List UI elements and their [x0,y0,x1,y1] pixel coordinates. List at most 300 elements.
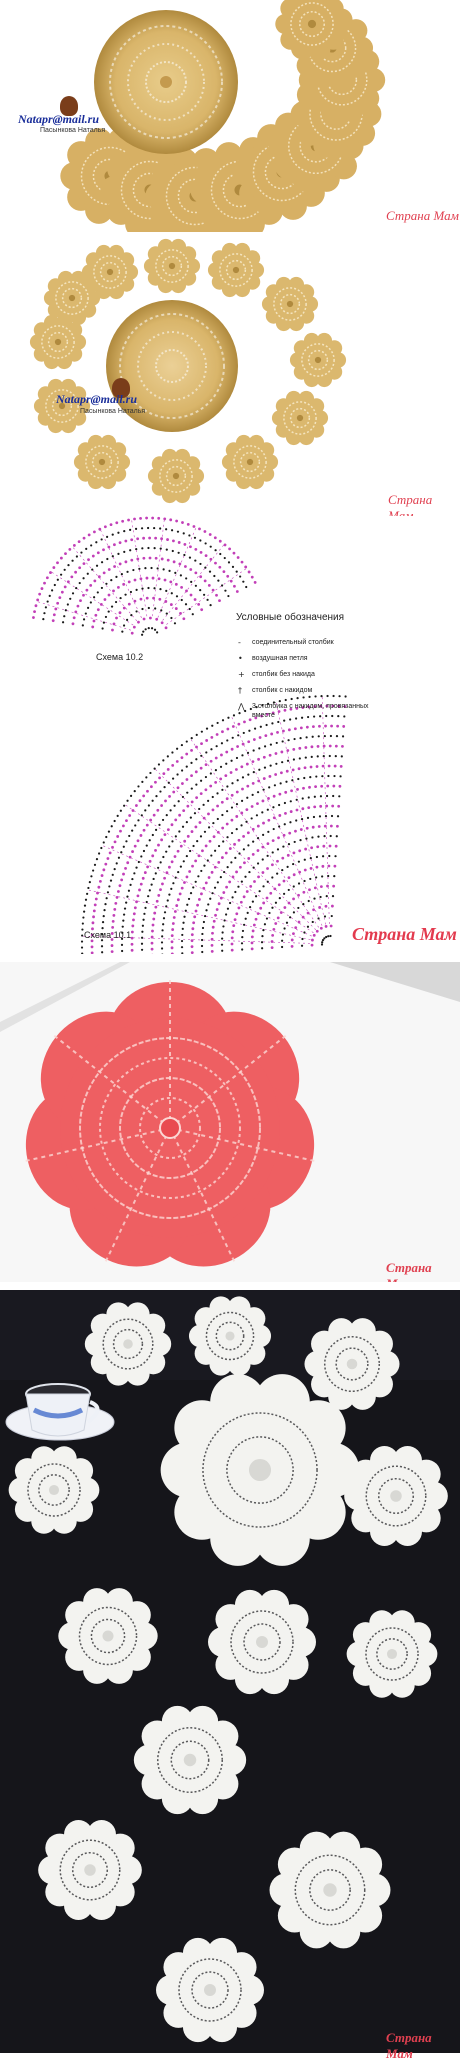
scheme-stitch [314,796,316,798]
scheme-stitch [178,541,181,544]
scheme-stitch [85,899,87,901]
scheme-stitch [201,849,204,852]
scheme-stitch [236,571,238,573]
scheme-stitch [235,871,238,874]
scheme-stitch [119,541,122,544]
scheme-stitch [54,584,56,586]
scheme-stitch [185,577,187,579]
scheme-stitch [272,806,274,808]
scheme-stitch [67,603,69,605]
scheme-stitch [243,721,246,724]
scheme-stitch [221,937,223,939]
scheme-stitch [120,878,123,881]
scheme-stitch [89,881,91,883]
scheme-stitch [173,916,176,919]
scheme-stitch [36,598,39,601]
scheme-stitch [270,733,273,736]
scheme-stitch [148,627,150,629]
scheme-stitch [178,563,181,566]
scheme-stitch [147,527,149,529]
scheme-stitch [101,874,104,877]
scheme-stitch [159,527,161,529]
scheme-stitch [302,903,304,905]
scheme-stitch [247,831,250,834]
scheme-stitch [142,631,144,633]
scheme-stitch [183,860,185,862]
brand-email: Natapr@mail.ru [18,112,99,126]
scheme-stitch [284,802,286,804]
small-gold-doily [144,239,200,293]
scheme-stitch [226,728,229,731]
scheme-stitch [301,945,303,947]
scheme-stitch [115,521,118,524]
scheme-stitch [122,926,124,928]
white-doily [208,1590,316,1694]
scheme-stitch [329,755,331,757]
scheme-ray [37,602,131,631]
scheme-stitch [339,785,342,788]
scheme-stitch [298,861,300,863]
scheme-stitch [171,592,173,594]
scheme-stitch [110,523,113,526]
scheme-stitch [105,583,107,585]
scheme-stitch [163,568,165,570]
scheme-stitch [254,728,256,730]
scheme-stitch [329,745,332,748]
scheme-stitch [142,919,144,921]
scheme-stitch [291,779,293,781]
scheme-stitch [181,521,184,524]
scheme-stitch [323,835,325,837]
scheme-stitch [162,819,164,821]
scheme-stitch [130,591,132,593]
scheme-stitch [176,748,178,750]
scheme-stitch [133,518,136,521]
scheme-stitch [108,568,111,571]
scheme-stitch [191,800,194,803]
scheme-stitch [168,894,170,896]
scheme-stitch [316,856,318,858]
scheme-stitch [286,770,289,773]
scheme-stitch [93,579,96,582]
scheme-stitch [281,869,283,871]
scheme-stitch [181,769,183,771]
scheme-stitch [166,814,168,816]
scheme-stitch [251,817,253,819]
scheme-stitch [215,757,218,760]
scheme-stitch [64,585,67,588]
scheme-stitch [341,745,344,748]
scheme-stitch [303,777,305,779]
scheme-stitch [108,610,110,612]
scheme-stitch [214,781,217,784]
brand-author: Пасынкова Наталья [40,127,106,134]
scheme-stitch [235,768,238,771]
scheme-stitch [112,555,114,557]
scheme-stitch [68,548,71,551]
scheme-stitch [123,607,126,610]
scheme-stitch [179,612,182,615]
scheme-stitch [236,757,238,759]
scheme-stitch [288,728,291,731]
scheme-stitch [200,767,203,770]
scheme-stitch [141,634,143,636]
scheme-stitch [214,887,216,889]
scheme-stitch [114,820,116,822]
watermark: Страна [388,492,433,507]
scheme-stitch [93,531,96,534]
scheme-stitch [231,930,234,933]
scheme-stitch [204,530,207,533]
scheme-stitch [211,932,214,935]
white-doilies-illustration [0,1290,460,2053]
scheme-stitch [293,873,296,876]
scheme-stitch [161,929,163,931]
scheme-stitch [149,839,151,841]
scheme-stitch [185,753,188,756]
scheme-stitch [82,916,84,918]
scheme-stitch [189,556,191,558]
scheme-stitch [281,946,283,948]
scheme-stitch [177,786,180,789]
scheme-stitch [157,867,159,869]
scheme-stitch [313,897,315,899]
scheme-stitch [189,545,192,548]
scheme-stitch [117,586,120,589]
scheme-stitch [146,597,149,600]
scheme-stitch [99,880,102,883]
scheme-stitch [155,618,158,621]
scheme-stitch [280,782,282,784]
scheme-stitch [286,749,289,752]
scheme-stitch [158,763,160,765]
scheme-stitch [146,824,149,827]
scheme-stitch [87,607,89,609]
scheme-stitch [201,731,203,733]
scheme-stitch [141,547,143,549]
scheme-stitch [208,876,211,879]
scheme-stitch [310,766,313,769]
scheme-stitch [287,854,290,857]
scheme-stitch [253,880,256,883]
scheme-stitch [172,539,175,542]
scheme-stitch [277,848,279,850]
scheme-stitch [336,835,338,837]
scheme-stitch [240,765,243,768]
scheme-stitch [308,796,310,798]
scheme-stitch [153,527,155,529]
scheme-stitch [311,756,313,758]
scheme-stitch [274,922,277,925]
scheme-stitch [331,905,334,908]
scheme-stitch [261,935,263,937]
scheme-stitch [171,840,173,842]
scheme-stitch [296,809,299,812]
scheme-stitch [246,785,249,788]
scheme-stitch [141,814,143,816]
scheme-stitch [312,921,314,923]
scheme-stitch [151,936,154,939]
scheme-stitch [154,849,157,852]
scheme-stitch [255,895,257,897]
scheme-stitch [218,599,221,602]
scheme-stitch [151,517,154,520]
scheme-stitch [186,778,189,781]
scheme-stitch [264,923,266,925]
scheme-stitch [154,906,157,909]
scheme-stitch [317,836,319,838]
scheme-stitch [283,880,286,883]
scheme-stitch [174,855,177,858]
scheme-stitch [214,914,217,917]
scheme-stitch [230,771,233,774]
scheme-stitch [187,835,190,838]
scheme-stitch [267,809,269,811]
scheme-stitch [149,819,152,822]
scheme-stitch [162,772,165,775]
scheme-stitch [211,892,213,894]
scheme-stitch [241,788,244,791]
scheme-stitch [123,846,125,848]
scheme-stitch [128,603,131,606]
scheme-stitch [33,610,36,613]
scheme-stitch [307,926,309,928]
scheme-stitch [266,897,269,900]
scheme-stitch [210,736,213,739]
scheme-stitch [209,604,211,606]
scheme-stitch [325,925,328,928]
scheme-stitch [320,885,323,888]
scheme-stitch [119,830,122,833]
scheme-stitch [216,908,219,911]
scheme-stitch [193,525,196,528]
scheme-stitch [90,544,92,546]
scheme-stitch [246,890,249,893]
scheme-stitch [112,590,115,593]
scheme-stitch [275,902,277,904]
scheme-stitch [299,737,301,739]
scheme-stitch [141,587,143,589]
scheme-stitch [207,903,209,905]
legend-symbol: • [238,654,243,663]
scheme-stitch [201,939,203,941]
scheme-stitch [238,839,241,842]
scheme-stitch [201,951,203,953]
doily-ring-illustration [0,240,460,516]
scheme-stitch [264,745,266,747]
scheme-stitch [251,935,254,938]
scheme-stitch [152,597,155,600]
scheme-stitch [276,860,279,863]
scheme-stitch [194,559,196,561]
scheme-stitch [191,787,193,789]
scheme-stitch [107,891,109,893]
scheme-stitch [221,730,224,733]
scheme-stitch [141,943,143,945]
scheme-stitch [159,790,161,792]
scheme-stitch [148,607,150,609]
scheme-stitch [341,755,343,757]
scheme-stitch [144,871,147,874]
scheme-stitch [210,854,212,856]
scheme-stitch [241,948,243,950]
scheme-stitch [140,834,143,837]
scheme-stitch [294,926,297,929]
scheme-stitch [103,909,105,911]
scheme-stitch [246,797,248,799]
scheme-stitch [145,628,147,630]
scheme-stitch [146,790,149,793]
scheme-stitch [314,695,316,697]
scheme-stitch [176,760,179,763]
scheme-stitch [142,925,144,927]
small-gold-doily [148,449,204,503]
scheme-stitch [96,892,99,895]
scheme-stitch [251,947,254,950]
scheme-stitch [247,912,249,914]
scheme-stitch [186,766,188,768]
scheme-stitch [211,944,214,947]
scheme-stitch [182,826,184,828]
scheme-stitch [277,836,280,839]
scheme-stitch [267,831,269,833]
scheme-stitch [120,810,122,812]
scheme-stitch [81,934,83,936]
scheme-stitch [291,939,294,942]
scheme-stitch [157,844,160,847]
scheme-stitch [79,582,81,584]
scheme-stitch [326,795,328,797]
scheme-stitch [314,886,317,889]
scheme-stitch [138,861,140,863]
scheme-stitch [161,558,164,561]
scheme-stitch [123,913,125,915]
scheme-stitch [330,735,332,737]
white-doily [347,1610,438,1698]
scheme-stitch [293,738,295,740]
scheme-stitch [198,808,200,810]
scheme-stitch [247,774,249,776]
scheme-stitch [32,616,35,619]
scheme-stitch [174,818,177,821]
scheme-stitch [174,572,176,574]
legend-label: столбик без накида [252,671,315,678]
scheme-stitch [154,629,156,631]
scheme-stitch [214,866,217,869]
scheme-stitch [203,594,205,596]
scheme-stitch [163,786,165,788]
scheme-stitch [267,855,269,857]
scheme-stitch [214,549,216,551]
scheme-stitch [86,893,88,895]
scheme-stitch [156,900,159,903]
scheme-stitch [257,876,260,879]
scheme-stitch [210,772,212,774]
scheme-stitch [294,841,296,843]
scheme-stitch [164,911,166,913]
scheme-stitch [181,887,184,890]
scheme-stitch [82,624,84,626]
watermark-logo: Страна Мам [352,924,457,944]
scheme-stitch [58,596,61,599]
scheme-stitch [318,725,321,728]
scheme-stitch [188,534,190,536]
legend-label: столбик с накидом [252,687,313,694]
scheme-stitch [186,805,189,808]
scheme-stitch [209,898,211,900]
scheme-stitch [104,525,107,528]
scheme-stitch [212,808,215,811]
scheme-stitch [281,761,283,763]
scheme-stitch [149,772,151,774]
scheme-stitch [155,795,157,797]
scheme-stitch [111,926,114,929]
scheme-stitch [165,905,167,907]
scheme-stitch [335,845,338,848]
scheme-stitch [327,775,329,777]
scheme-stitch [114,902,117,905]
scheme-stitch [117,815,119,817]
scheme-stitch [142,795,145,798]
scheme-stitch [181,756,184,759]
scheme-stitch [253,771,255,773]
scheme-stitch [121,631,123,633]
scheme-stitch [143,618,146,621]
scheme-stitch [247,752,249,754]
scheme-stitch [97,591,99,593]
scheme-stitch [251,941,254,944]
scheme-stitch [147,587,149,589]
scheme-stitch [130,795,132,797]
scheme-stitch [168,866,171,869]
scheme-stitch [308,900,310,902]
white-doily [38,1820,142,1920]
scheme-stitch [273,795,276,798]
scheme-stitch [292,863,294,865]
scheme-stitch [256,802,259,805]
scheme-stitch [322,845,325,848]
scheme-stitch [249,885,252,888]
scheme-stitch [339,775,341,777]
scheme-stitch [192,613,194,615]
scheme-stitch [220,897,223,900]
scheme-stitch [333,865,336,868]
scheme-stitch [140,598,143,601]
scheme-stitch [132,809,135,812]
scheme-stitch [262,800,265,803]
scheme-stitch [205,542,207,544]
scheme-10-2-diagram [32,517,256,636]
scheme-stitch [325,815,327,817]
scheme-stitch [234,857,236,859]
scheme-stitch [226,823,229,826]
scheme-stitch [222,840,224,842]
scheme-stitch [176,773,178,775]
scheme-stitch [183,840,186,843]
scheme-stitch [121,520,124,523]
scheme-stitch [171,860,174,863]
scheme-stitch [127,519,130,522]
scheme-stitch [82,577,84,579]
scheme-stitch [194,859,197,862]
scheme-stitch [83,537,86,540]
scheme-stitch [54,608,57,611]
scheme-stitch [189,568,192,571]
scheme-stitch [324,725,327,728]
scheme-stitch [321,943,323,945]
scheme-stitch [178,814,181,817]
scheme-stitch [311,745,314,748]
